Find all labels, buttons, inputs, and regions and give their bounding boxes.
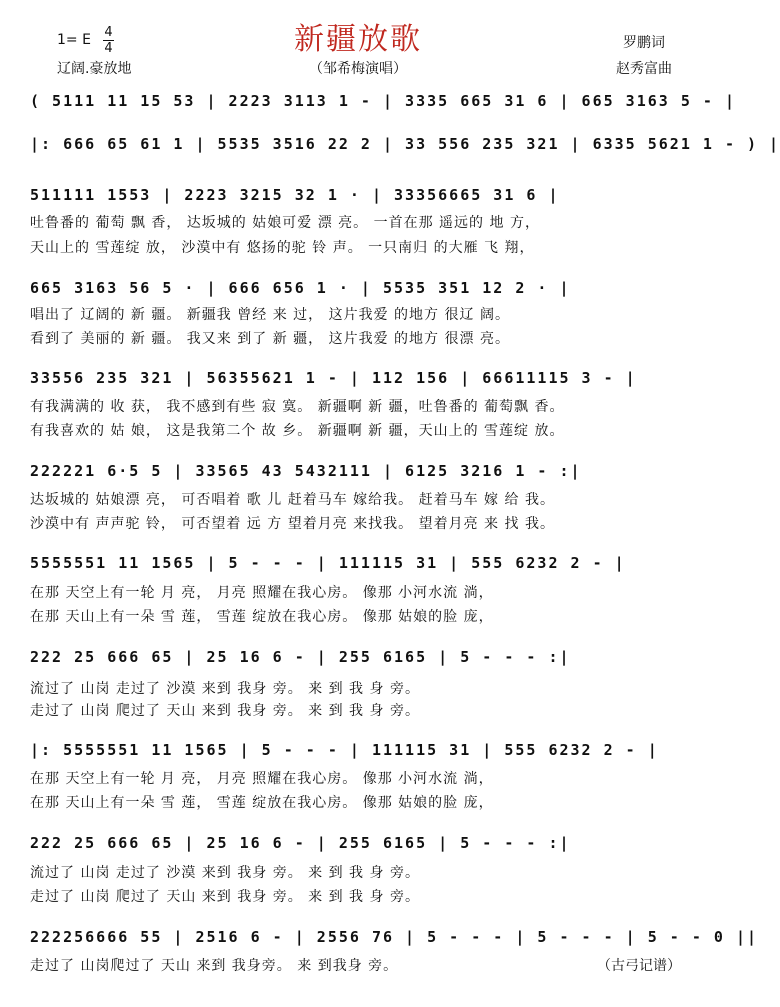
score-system-11-notes: 222256666 55 | 2516 6 - | 2556 76 | 5 - - - | 5 - - - | 5 - - 0 || xyxy=(30,928,759,946)
score-system-7-lyric-2: 在那 天山上有一朵 雪 莲， 雪莲 绽放在我心房。 像那 姑娘的脸 庞， xyxy=(30,609,494,625)
composer-credit: 赵秀富曲 xyxy=(616,61,672,77)
score-system-3-lyric-1: 吐鲁番的 葡萄 飘 香， 达坂城的 姑娘可爱 漂 亮。 一首在那 遥远的 地 方， xyxy=(30,215,540,231)
score-system-4-lyric-1: 唱出了 辽阔的 新 疆。 新疆我 曾经 来 过， 这片我爱 的地方 很辽 阔。 xyxy=(30,307,510,323)
score-system-9-notes: |: 5555551 11 1565 | 5 - - - | 111115 31 | 555 6232 2 - | xyxy=(30,741,659,759)
score-system-9-lyric-1: 在那 天空上有一轮 月 亮， 月亮 照耀在我心房。 像那 小河水流 淌， xyxy=(30,771,494,787)
transcriber-credit: （古弓记谱） xyxy=(597,958,681,974)
song-title: 新疆放歌 xyxy=(294,22,422,57)
score-system-8-lyric-2: 走过了 山岗 爬过了 天山 来到 我身 旁。 来 到 我 身 旁。 xyxy=(30,703,420,719)
score-system-10-lyric-2: 走过了 山岗 爬过了 天山 来到 我身 旁。 来 到 我 身 旁。 xyxy=(30,889,420,905)
score-system-7-notes: 5555551 11 1565 | 5 - - - | 111115 31 | 555 6232 2 - | xyxy=(30,554,626,572)
meter-top: 4 xyxy=(104,25,113,40)
score-system-8-lyric-1: 流过了 山岗 走过了 沙漠 来到 我身 旁。 来 到 我 身 旁。 xyxy=(30,681,420,697)
score-system-7-lyric-1: 在那 天空上有一轮 月 亮， 月亮 照耀在我心房。 像那 小河水流 淌， xyxy=(30,585,494,601)
key-signature: 1= E xyxy=(57,32,91,48)
score-system-3-lyric-2: 天山上的 雪莲绽 放， 沙漠中有 悠扬的驼 铃 声。 一只南归 的大雁 飞 翔， xyxy=(30,240,535,256)
score-system-4-lyric-2: 看到了 美丽的 新 疆。 我又来 到了 新 疆， 这片我爱 的地方 很漂 亮。 xyxy=(30,331,510,347)
score-system-6-lyric-2: 沙漠中有 声声驼 铃， 可否望着 远 方 望着月亮 来找我。 望着月亮 来 找 我。 xyxy=(30,516,555,532)
score-system-1-notes: ( 5111 11 15 53 | 2223 3113 1 - | 3335 665 31 6 | 665 3163 5 - | xyxy=(30,92,736,110)
score-system-9-lyric-2: 在那 天山上有一朵 雪 莲， 雪莲 绽放在我心房。 像那 姑娘的脸 庞， xyxy=(30,795,494,811)
score-system-3-notes: 511111 1553 | 2223 3215 32 1 · | 33356665 31 6 | xyxy=(30,186,560,204)
score-system-8-notes: 222 25 666 65 | 25 16 6 - | 255 6165 | 5 - - - :| xyxy=(30,648,571,666)
score-system-6-lyric-1: 达坂城的 姑娘漂 亮， 可否唱着 歌 儿 赶着马车 嫁给我。 赶着马车 嫁 给 我。 xyxy=(30,492,555,508)
score-system-6-notes: 222221 6·5 5 | 33565 43 5432111 | 6125 3216 1 - :| xyxy=(30,462,582,480)
score-system-5-lyric-1: 有我满满的 收 获， 我不感到有些 寂 寞。 新疆啊 新 疆，吐鲁番的 葡萄飘 香。 xyxy=(30,399,565,415)
score-system-5-lyric-2: 有我喜欢的 姑 娘， 这是我第二个 故 乡。 新疆啊 新 疆，天山上的 雪莲绽 放。 xyxy=(30,423,565,439)
score-system-10-lyric-1: 流过了 山岗 走过了 沙漠 来到 我身 旁。 来 到 我 身 旁。 xyxy=(30,865,420,881)
performer-credit: （邹希梅演唱） xyxy=(309,61,407,77)
score-system-10-notes: 222 25 666 65 | 25 16 6 - | 255 6165 | 5 - - - :| xyxy=(30,834,571,852)
score-system-4-notes: 665 3163 56 5 · | 666 656 1 · | 5535 351 12 2 · | xyxy=(30,279,571,297)
score-system-2-notes: |: 666 65 61 1 | 5535 3516 22 2 | 33 556 235 321 | 6335 5621 1 - ) | xyxy=(30,135,780,153)
tempo-mood: 辽阔.豪放地 xyxy=(57,61,132,77)
score-system-5-notes: 33556 235 321 | 56355621 1 - | 112 156 | 66611115 3 - | xyxy=(30,369,637,387)
lyricist-credit: 罗鹏词 xyxy=(623,35,665,51)
meter-bottom: 4 xyxy=(104,41,113,56)
time-signature xyxy=(103,26,114,55)
score-system-11-lyric-1: 走过了 山岗爬过了 天山 来到 我身旁。 来 到我身 旁。 xyxy=(30,958,399,974)
